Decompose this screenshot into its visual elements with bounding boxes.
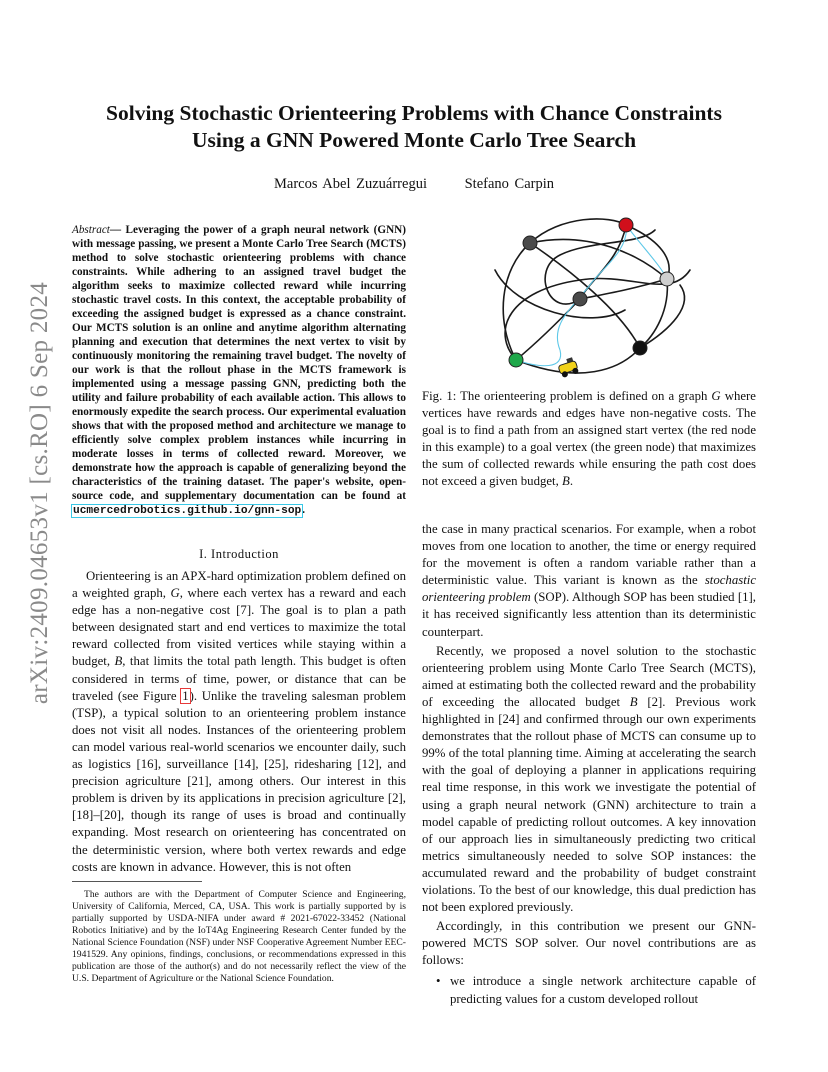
orienteering-graph-figure <box>470 210 710 385</box>
graph-node <box>633 341 647 355</box>
caption-text-c: . <box>569 474 574 489</box>
right-text-2a: Recently, we proposed a novel solution to the stochastic orienteering problem using Monte Carlo Tree Search (MCTS), aimed at estimating both the collected reward and the probability of exceeding the allocated budget <box>422 643 756 709</box>
right-paragraph-3: Accordingly, in this contribution we present our GNN-powered MCTS SOP solver. Our novel contributions are as follows: <box>422 919 756 968</box>
math-G: G <box>170 586 180 601</box>
abstract-label: Abstract <box>72 224 110 236</box>
right-column-text <box>422 521 756 1008</box>
caption-text-b: where vertices have rewards and edges have non-negative costs. The goal is to find a path from an assigned start vertex (the red node in this example) to a goal vertex (the green node) that maximizes the sum of collected rewards while ensuring the path cost does not exceed a given budget, <box>422 389 756 489</box>
graph-node <box>660 272 674 286</box>
footnote-divider <box>72 881 202 882</box>
abstract-end: . <box>302 504 306 516</box>
contributions-list <box>422 973 756 1007</box>
graph-edge <box>516 348 640 373</box>
graph-edge <box>503 243 530 360</box>
paper-title <box>90 100 738 154</box>
right-paragraph-1 <box>422 521 756 641</box>
caption-text-a: Fig. 1: The orienteering problem is defined on a graph <box>422 389 712 403</box>
solution-path <box>557 225 626 350</box>
math-B: B <box>114 654 123 669</box>
intro-text-d: ). Unlike the traveling salesman problem (TSP), a typical solution to an orienteering problem instance does not visit all nodes. Instances of the orienteering problem can model various real-world scenarios we encounter daily, such as logistics [16], surveillance [14], [25], ridesharing [12], and precision agriculture [21], among others. Our interest in this problem is driven by its applications in precision agriculture [2], [18]–[20], though its range of uses is broad and continually expanding. Most research on orienteering has concentrated on the deterministic version, where both vertex rewards and edge costs are known in advance. However, this is not often <box>72 688 406 874</box>
title-line-2: Using a GNN Powered Monte Carlo Tree Search <box>191 128 637 152</box>
intro-text-c: , that limits the total path length. This budget is often considered in terms of time, power, or distance that can be traveled (see Figure <box>72 654 406 703</box>
robot-icon <box>557 357 579 379</box>
project-website-link[interactable]: ucmercedrobotics.github.io/gnn-sop <box>73 505 302 517</box>
math-G: G <box>711 389 721 403</box>
right-text-2b: [2]. Previous work highlighted in [24] and confirmed through our own experiments demonstrates that the rollout phase of MCTS can consume up to 99% of the total planning time. Aiming at accelerating the search with the goal of deploying a planner in applications requiring real time response, in this work we investigate the potential of using a graph neural network (GNN) architecture to train a model capable of predicting rollout outcomes. A key innovation of our approach lies in simultaneously predicting two critical metrics simultaneously needed to solve SOP instances: the accumulated reward and the probability of budget constraint violations. To the best of our knowledge, this dual prediction has not been explored previously. <box>422 694 757 915</box>
footnote-text: The authors are with the Department of Computer Science and Engineering, University of California, Merced, CA, USA. This work is partially supported by is partially supported by USDA-NIFA under award # 2021-67022-33452 (National Robotics Initiative) and by the IoT4Ag Engineering Research Center funded by the National Science Foundation (NSF) under NSF Cooperative Agreement Number EEC-1941529. Any opinions, findings, conclusions, or recommendations expressed in this publication are those of the author(s) and do not necessarily reflect the view of the U.S. Department of Agriculture or the National Science Foundation. <box>72 889 406 984</box>
solution-path <box>626 225 667 279</box>
section-heading-introduction: I. Introduction <box>199 547 279 561</box>
graph-node <box>523 236 537 250</box>
intro-text-a: Orienteering is an APX-hard optimization problem defined on a weighted graph, <box>72 569 406 601</box>
figure-1-reference-link[interactable]: 1 <box>182 688 189 703</box>
arxiv-stamp-text: arXiv:2409.04653v1 [cs.RO] 6 Sep 2024 <box>26 281 54 705</box>
abstract-text: — Leveraging the power of a graph neural network (GNN) with message passing, we present a Monte Carlo Tree Search (MCTS) method to solve stochastic orienteering problems with chance constraints. While adhering to an assigned travel budget the algorithm seeks to maximize collected reward while incurring stochastic travel costs. In this context, the acceptable probability of exceeding the assigned budget is expressed as a chance constraint. Our MCTS solution is an online and anytime algorithm alternating planning and execution that determines the next vertex to visit by continuously monitoring the remaining travel budget. The novelty of our work is that the rollout phase in the MCTS framework is implemented using a message passing GNN, predicting both the utility and failure probability of each available action. This allows to enormously expedite the search process. Our experimental evaluation shows that with the proposed method and architecture we manage to efficiently solve complex problem instances while incurring in moderate losses in terms of collected reward. Moreover, we demonstrate how the approach is capable of generalizing beyond the characteristics of the training dataset. The paper's website, open-source code, and supplementary documentation can be found at <box>72 224 406 502</box>
graph-edge <box>640 279 667 348</box>
figure-1-caption <box>422 388 756 491</box>
right-text-1b: (SOP). Although SOP has been studied [1], it has received significantly less attention than its deterministic counterpart. <box>422 590 756 639</box>
right-paragraph-2 <box>422 643 756 917</box>
author-1: Marcos Abel Zuzuárregui <box>274 176 427 192</box>
intro-text-b: , where each vertex has a reward and each edge has a non-negative cost [7]. The goal is to plan a path between designated start and end vertices to maximize the total reward collected from visited vertices while staying within a budget, <box>72 586 406 669</box>
introduction-text <box>72 568 406 876</box>
title-line-1: Solving Stochastic Orienteering Problems with Chance Constraints <box>106 101 722 125</box>
graph-edge <box>580 225 626 299</box>
math-B: B <box>562 474 570 489</box>
arxiv-identifier-stamp <box>20 281 60 705</box>
goal-node-green <box>509 353 523 367</box>
graph-node <box>573 292 587 306</box>
intro-paragraph-1 <box>72 568 406 876</box>
author-list <box>90 176 738 193</box>
abstract <box>72 223 406 518</box>
author-affiliation-footnote <box>72 889 406 985</box>
start-node-red <box>619 218 633 232</box>
author-2: Stefano Carpin <box>464 176 554 192</box>
math-B: B <box>629 694 638 709</box>
right-text-1a: the case in many practical scenarios. For example, when a robot moves from one location to another, the time or energy required for the movement is often a random variable rather than a deterministic value. This variant is known as the <box>422 522 756 588</box>
list-item: • we introduce a single network architecture capable of predicting values for a custom developed rollout <box>422 973 756 1007</box>
emphasis-sop: stochastic orienteering problem <box>422 573 756 605</box>
